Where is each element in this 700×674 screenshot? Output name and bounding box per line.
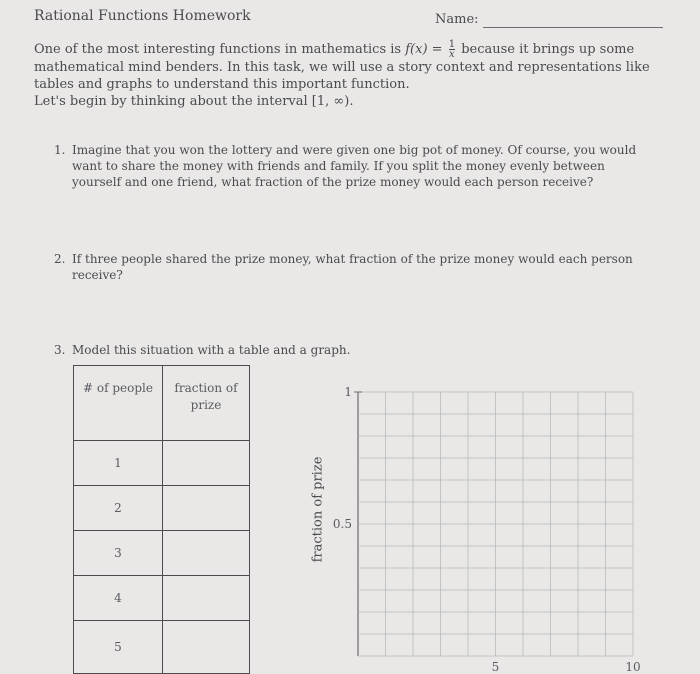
tick-labels: [333, 385, 641, 674]
people-cell: 4: [74, 576, 163, 621]
table-row: [74, 441, 250, 486]
people-cell: 1: [74, 441, 163, 486]
name-field-line[interactable]: [483, 27, 663, 28]
people-cell: 5: [74, 621, 163, 674]
question-1: [54, 142, 654, 190]
people-cell: 3: [74, 531, 163, 576]
grid-lines: [354, 392, 633, 656]
table-row: [74, 576, 250, 621]
answer-graph[interactable]: [330, 380, 650, 674]
header-people: # of people: [74, 366, 163, 441]
x-tick-label: 10: [625, 660, 641, 674]
question-text: If three people shared the prize money, what fraction of the prize money would each person receive?: [72, 252, 633, 282]
header-fraction: fraction of prize: [163, 366, 250, 441]
question-3: [54, 342, 654, 358]
question-text: Imagine that you won the lottery and were given one big pot of money. Of course, you would want to share the money with friends and family. If you split the money evenly between yourself and one friend, what fraction of the prize money would each person receive?: [72, 143, 637, 189]
fraction-answer-cell[interactable]: [163, 441, 250, 486]
y-axis-label: fraction of prize: [310, 456, 326, 563]
question-2: [54, 251, 654, 283]
intro-paragraph: [34, 40, 674, 110]
page-title: Rational Functions Homework: [34, 8, 251, 24]
fraction-answer-cell[interactable]: [163, 486, 250, 531]
name-label: Name:: [435, 12, 479, 27]
question-number: 2.: [54, 252, 66, 266]
fraction-denominator: x: [449, 49, 455, 60]
fraction-numerator: 1: [448, 39, 456, 50]
question-text: Model this situation with a table and a graph.: [72, 343, 351, 357]
y-tick-label: 0.5: [332, 517, 352, 531]
fraction-answer-cell[interactable]: [163, 621, 250, 674]
question-number: 3.: [54, 343, 66, 357]
function-expression: f(x) =: [405, 42, 447, 57]
table-row: [74, 621, 250, 674]
intro-text-end: because it brings up some mathematical mind benders. In this task, we will use a story context and representations like tables and graphs to understand this important function.: [34, 42, 650, 92]
people-fraction-table: [73, 365, 250, 674]
intro-text-start: One of the most interesting functions in mathematics is: [34, 42, 406, 57]
table-row: [74, 531, 250, 576]
one-over-x-fraction: [449, 40, 455, 59]
question-number: 1.: [54, 143, 66, 157]
interval-text: Let's begin by thinking about the interval [1, ∞).: [34, 94, 354, 109]
x-tick-label: 5: [491, 660, 500, 674]
people-cell: 2: [74, 486, 163, 531]
y-tick-label: 1: [344, 385, 352, 399]
table-row: [74, 486, 250, 531]
fraction-answer-cell[interactable]: [163, 576, 250, 621]
fraction-answer-cell[interactable]: [163, 531, 250, 576]
